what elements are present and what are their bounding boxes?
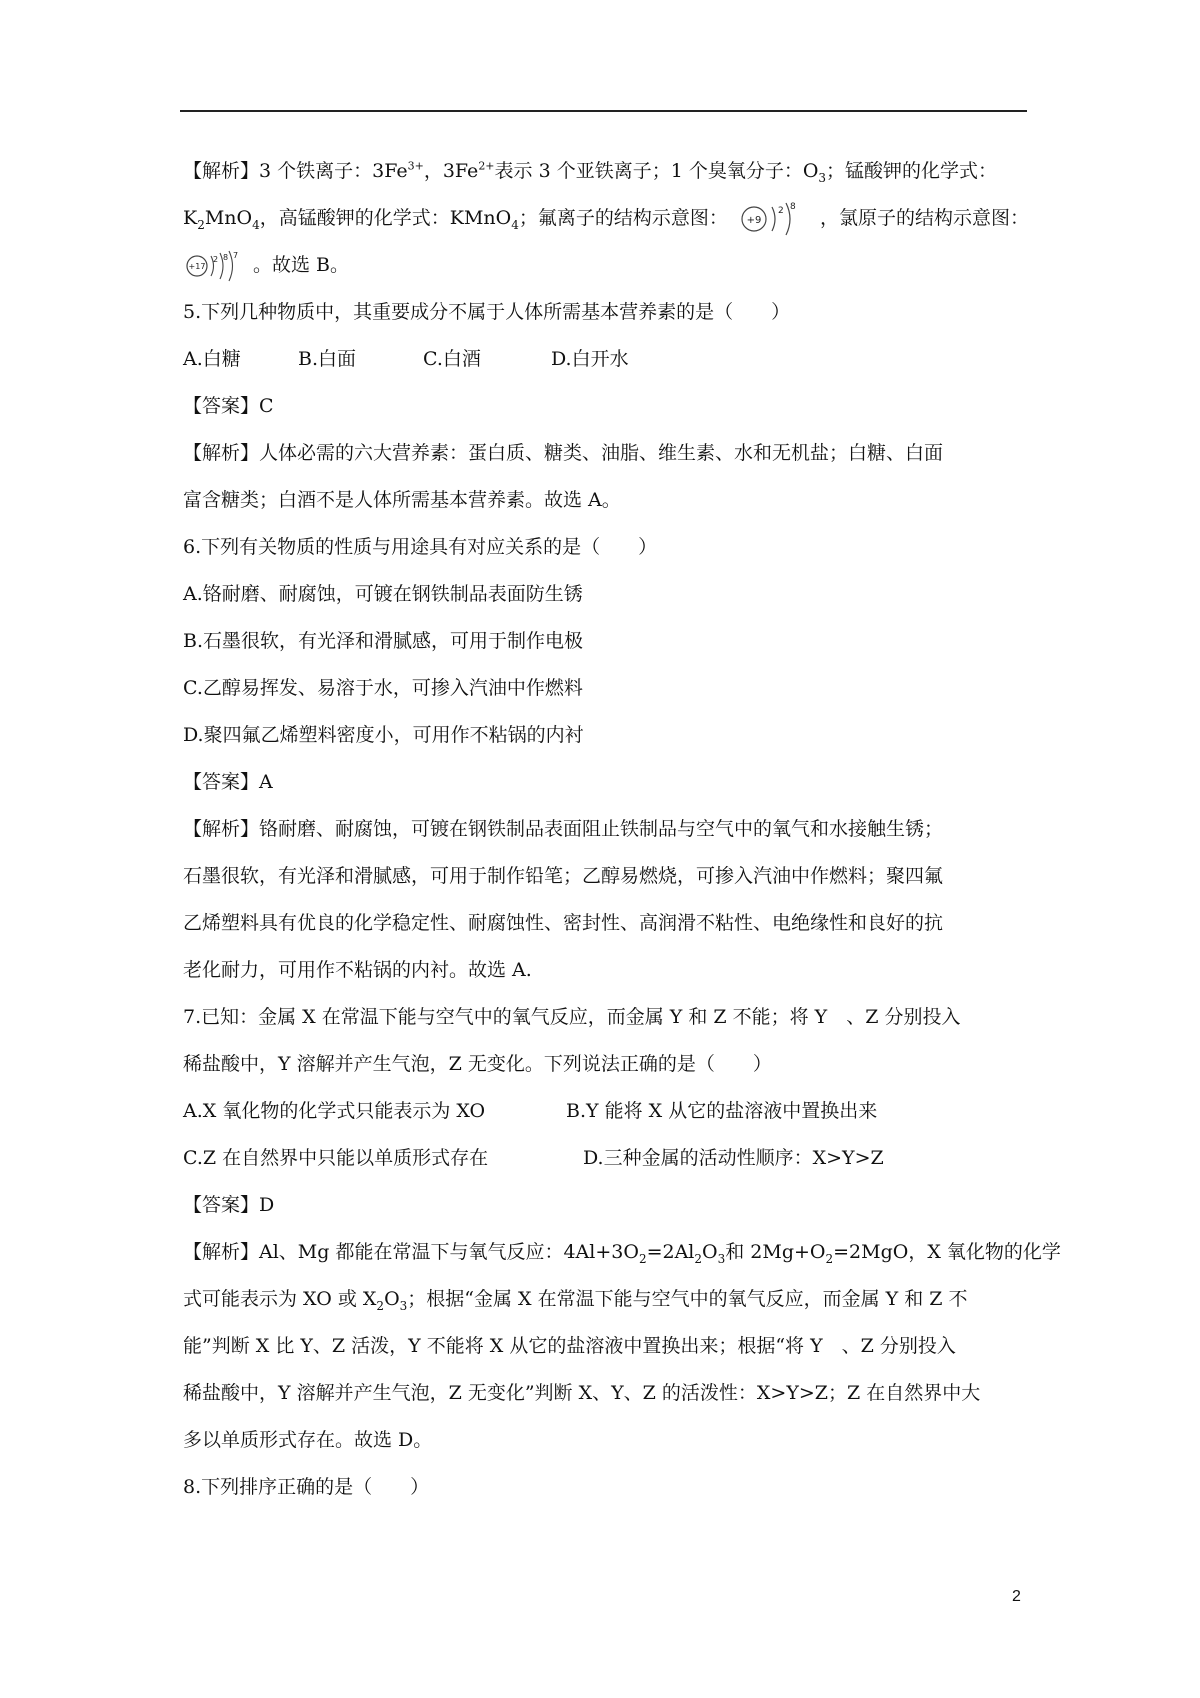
text-run: 表示 3 个亚铁离子；1 个臭氧分子：O <box>494 160 819 182</box>
text-run: ；氟离子的结构示意图： <box>518 207 728 229</box>
electron-shell-arc <box>772 207 775 231</box>
subscript: 2 <box>638 1251 647 1266</box>
subscript: 3 <box>717 1251 726 1266</box>
q6-option-a: A.铬耐磨、耐腐蚀，可镀在钢铁制品表面防生锈 <box>183 583 583 605</box>
q5-stem: 5.下列几种物质中，其重要成分不属于人体所需基本营养素的是（ ） <box>183 301 791 323</box>
shell-electron-count: 8 <box>223 253 229 262</box>
text-run: ，氯原子的结构示意图： <box>819 207 1029 229</box>
q7-analysis-line-4: 稀盐酸中，Y 溶解并产生气泡，Z 无变化”判断 X、Y、Z 的活泼性：X>Y>Z；Z 在自然界中大 <box>183 1382 981 1404</box>
subscript: 2 <box>694 1251 703 1266</box>
text-run: 。故选 B。 <box>253 254 350 276</box>
q6-analysis-line-3: 乙烯塑料具有优良的化学稳定性、耐腐蚀性、密封性、高润滑不粘性、电绝缘性和良好的抗 <box>183 912 944 934</box>
q5-options <box>183 336 1033 383</box>
charge-superscript: 2+ <box>478 159 495 173</box>
header-rule <box>180 110 1027 112</box>
q7-analysis-line-3: 能”判断 X 比 Y、Z 活泼，Y 不能将 X 从它的盐溶液中置换出来；根据“将 Y 、Z 分别投入 <box>183 1335 956 1357</box>
q7-stem-line-1: 7.已知：金属 X 在常温下能与空气中的氧气反应，而金属 Y 和 Z 不能；将 Y 、Z 分别投入 <box>183 1006 961 1028</box>
shell-electron-count: 7 <box>233 251 239 260</box>
q5-option-c: C.白酒 <box>423 348 481 370</box>
shell-electron-count: 2 <box>213 255 219 264</box>
q6-answer: 【答案】A <box>183 771 273 793</box>
shell-electron-count: 8 <box>789 202 796 212</box>
fluoride-ion-structure-diagram <box>734 197 820 241</box>
q5-option-a: A.白糖 <box>183 348 241 370</box>
text-run: ，高锰酸钾的化学式：KMnO <box>259 207 512 229</box>
q6-analysis-line-1: 【解析】铬耐磨、耐腐蚀，可镀在钢铁制品表面阻止铁制品与空气中的氧气和水接触生锈； <box>183 818 944 840</box>
q7-option-c: C.Z 在自然界中只能以单质形式存在 <box>183 1147 489 1169</box>
nucleus-charge: +9 <box>746 215 762 226</box>
text-run: 【解析】Al、Mg 都能在常温下与氧气反应：4Al+3O <box>183 1241 639 1263</box>
subscript: 4 <box>252 217 260 232</box>
q6-analysis-line-2: 石墨很软，有光泽和滑腻感，可用于制作铅笔；乙醇易燃烧，可掺入汽油中作燃料；聚四氟 <box>183 865 944 887</box>
q8-stem: 8.下列排序正确的是（ ） <box>183 1476 430 1498</box>
q4-analysis-line-2 <box>183 195 1033 242</box>
q5-option-d: D.白开水 <box>551 348 629 370</box>
text-run: 式可能表示为 XO 或 X <box>183 1288 377 1310</box>
chlorine-atom-structure-diagram <box>183 246 253 286</box>
q7-analysis-line-2 <box>183 1276 1033 1323</box>
text-run: =2Al <box>646 1241 695 1263</box>
q7-analysis-line-1 <box>183 1229 1061 1276</box>
q7-option-b: B.Y 能将 X 从它的盐溶液中置换出来 <box>566 1100 878 1122</box>
text-run: ；锰酸钾的化学式： <box>826 160 998 182</box>
page-number: 2 <box>1012 1588 1021 1605</box>
q6-stem: 6.下列有关物质的性质与用途具有对应关系的是（ ） <box>183 536 658 558</box>
q7-options-row-2 <box>183 1135 1033 1182</box>
shell-electron-count: 2 <box>777 206 784 216</box>
subscript: 3 <box>818 170 827 185</box>
q6-option-d: D.聚四氟乙烯塑料密度小，可用作不粘锅的内衬 <box>183 724 584 746</box>
q5-answer: 【答案】C <box>183 395 274 417</box>
q6-analysis-line-4: 老化耐力，可用作不粘锅的内衬。故选 A. <box>183 959 532 981</box>
q6-option-c: C.乙醇易挥发、易溶于水，可掺入汽油中作燃料 <box>183 677 583 699</box>
text-run: MnO <box>204 207 253 229</box>
text-run: K <box>183 207 198 229</box>
q5-analysis-line-2: 富含糖类；白酒不是人体所需基本营养素。故选 A。 <box>183 489 621 511</box>
q5-option-b: B.白面 <box>298 348 357 370</box>
q7-stem-line-2: 稀盐酸中，Y 溶解并产生气泡，Z 无变化。下列说法正确的是（ ） <box>183 1053 772 1075</box>
nucleus-charge: +17 <box>188 262 206 271</box>
text-run: 【解析】3 个铁离子：3Fe <box>183 160 408 182</box>
text-run: =2MgO，X 氧化物的化学 <box>833 1241 1061 1263</box>
q7-options-row-1 <box>183 1088 1033 1135</box>
text-run: O <box>384 1288 400 1310</box>
q7-answer: 【答案】D <box>183 1194 275 1216</box>
charge-superscript: 3+ <box>407 159 424 173</box>
electron-shell-arc <box>229 251 233 281</box>
text-run: ，3Fe <box>423 160 479 182</box>
subscript: 2 <box>197 217 205 232</box>
q6-option-b: B.石墨很软，有光泽和滑腻感，可用于制作电极 <box>183 630 584 652</box>
q5-analysis-line-1: 【解析】人体必需的六大营养素：蛋白质、糖类、油脂、维生素、水和无机盐；白糖、白面 <box>183 442 944 464</box>
q7-option-d: D.三种金属的活动性顺序：X>Y>Z <box>583 1147 884 1169</box>
subscript: 2 <box>825 1251 834 1266</box>
q4-analysis-line-1 <box>183 148 1033 195</box>
q4-analysis-line-3 <box>183 242 1033 289</box>
page-content <box>183 148 1061 1511</box>
subscript: 2 <box>376 1298 385 1313</box>
q7-analysis-line-5: 多以单质形式存在。故选 D。 <box>183 1429 433 1451</box>
subscript: 3 <box>399 1298 408 1313</box>
q7-option-a: A.X 氧化物的化学式只能表示为 XO <box>183 1100 486 1122</box>
subscript: 4 <box>511 217 519 232</box>
text-run: ；根据“金属 X 在常温下能与空气中的氧气反应，而金属 Y 和 Z 不 <box>407 1288 968 1310</box>
text-run: O <box>702 1241 718 1263</box>
text-run: 和 2Mg+O <box>725 1241 826 1263</box>
